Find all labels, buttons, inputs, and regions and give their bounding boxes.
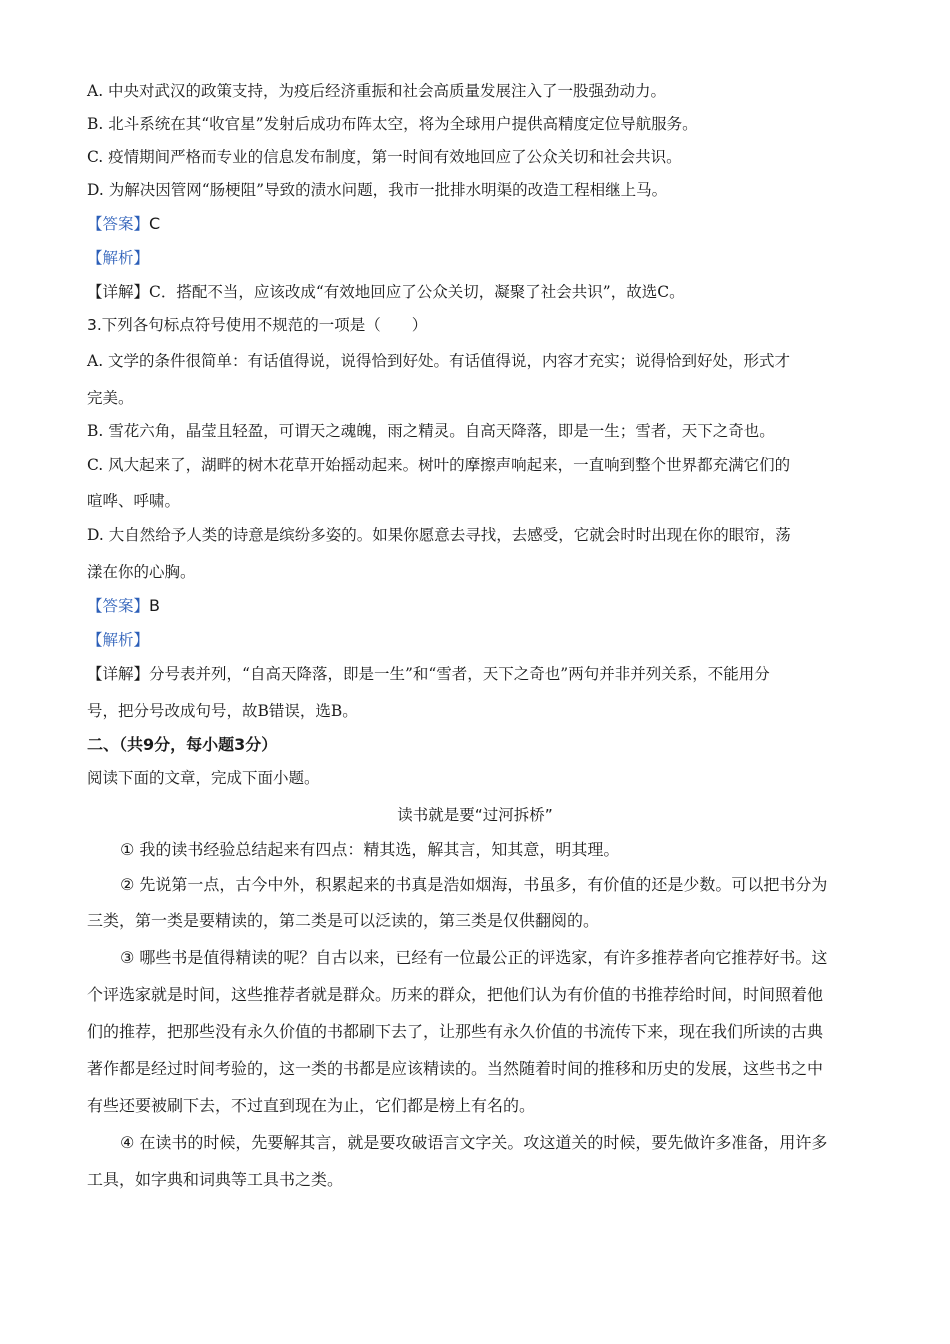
section-instruction: 阅读下面的文章，完成下面小题。 xyxy=(87,769,320,787)
article-paragraph-4-line2: 工具，如字典和词典等工具书之类。 xyxy=(87,1170,344,1189)
question-stem: 下列各句标点符号使用不规范的一项是（ ） xyxy=(101,316,428,334)
q2-analysis xyxy=(87,248,862,268)
q3-detail-line2: 号，把分号改成句号，故B错误，选B。 xyxy=(87,702,358,720)
article-paragraph-2-line2: 三类，第一类是要精读的，第二类是可以泛读的，第三类是仅供翻阅的。 xyxy=(87,911,600,930)
article-paragraph-4-line1: ④ 在读书的时候，先要解其言，就是要攻破语言文字关。攻这道关的时候，要先做许多准备，用许多 xyxy=(120,1133,828,1152)
q3-option-d-line2: 漾在你的心胸。 xyxy=(87,563,196,581)
detail-text: 分号表并列，“自高天降落，即是一生”和“雪者，天下之奇也”两句并非并列关系，不能用分 xyxy=(149,665,770,683)
answer-value: C xyxy=(149,214,161,233)
detail-text: C．搭配不当，应该改成“有效地回应了公众关切，凝聚了社会共识”，故选C。 xyxy=(149,283,685,301)
q3-option-c-line2: 喧哗、呼啸。 xyxy=(87,492,181,510)
analysis-tag: 【解析】 xyxy=(87,249,150,267)
article-paragraph-3-line1: ③ 哪些书是值得精读的呢？自古以来，已经有一位最公正的评选家，有许多推荐者向它推荐好书。这 xyxy=(120,948,828,967)
q3-option-b: B. 雪花六角，晶莹且轻盈，可谓天之魂魄，雨之精灵。自高天降落，即是一生；雪者，天下之奇也。 xyxy=(87,422,775,440)
article-paragraph-3-line2: 个评选家就是时间，这些推荐者就是群众。历来的群众，把他们认为有价值的书推荐给时间，时间照着他 xyxy=(87,985,824,1004)
article-title: 读书就是要“过河拆桥” xyxy=(397,806,553,824)
analysis-tag: 【解析】 xyxy=(87,631,150,649)
detail-tag: 【详解】 xyxy=(87,283,150,301)
q3-detail-line1 xyxy=(87,664,862,684)
article-paragraph-3-line5: 有些还要被刷下去，不过直到现在为止，它们都是榜上有名的。 xyxy=(87,1096,536,1115)
answer-value: B xyxy=(149,596,160,615)
detail-tag: 【详解】 xyxy=(87,665,150,683)
q2-option-a: A. 中央对武汉的政策支持，为疫后经济重振和社会高质量发展注入了一股强劲动力。 xyxy=(87,82,667,100)
q3-analysis xyxy=(87,630,862,650)
q2-option-d: D. 为解决因管网“肠梗阻”导致的渍水问题，我市一批排水明渠的改造工程相继上马。 xyxy=(87,181,668,199)
article-paragraph-1: ① 我的读书经验总结起来有四点：精其选，解其言，知其意，明其理。 xyxy=(120,840,620,859)
q3-option-d-line1: D. 大自然给予人类的诗意是缤纷多姿的。如果你愿意去寻找，去感受，它就会时时出现在你的眼帘，荡 xyxy=(87,526,791,544)
q3-option-a-line1: A. 文学的条件很简单：有话值得说，说得恰到好处。有话值得说，内容才充实；说得恰到好处，形式才 xyxy=(87,352,791,370)
q3-answer xyxy=(87,596,862,616)
question-number: 3. xyxy=(87,316,102,334)
q3-option-a-line2: 完美。 xyxy=(87,389,134,407)
article-paragraph-3-line3: 们的推荐，把那些没有永久价值的书都刷下去了，让那些有永久价值的书流传下来，现在我们所读的古典 xyxy=(87,1022,824,1041)
article-paragraph-2-line1: ② 先说第一点，古今中外，积累起来的书真是浩如烟海，书虽多，有价值的还是少数。可以把书分为 xyxy=(120,875,828,894)
q2-detail xyxy=(87,282,862,302)
answer-tag: 【答案】 xyxy=(87,215,150,233)
answer-tag: 【答案】 xyxy=(87,597,150,615)
section-title: 二、（共9分，每小题3分） xyxy=(87,735,278,754)
q2-answer xyxy=(87,214,862,234)
article-paragraph-3-line4: 著作都是经过时间考验的，这一类的书都是应该精读的。当然随着时间的推移和历史的发展，这些书之中 xyxy=(87,1059,824,1078)
q3-stem xyxy=(87,315,862,335)
q2-option-c: C. 疫情期间严格而专业的信息发布制度，第一时间有效地回应了公众关切和社会共识。 xyxy=(87,148,682,166)
q2-option-b: B. 北斗系统在其“收官星”发射后成功布阵太空，将为全球用户提供高精度定位导航服务。 xyxy=(87,115,698,133)
q3-option-c-line1: C. 风大起来了，湖畔的树木花草开始摇动起来。树叶的摩擦声响起来，一直响到整个世界都充满它们的 xyxy=(87,456,791,474)
